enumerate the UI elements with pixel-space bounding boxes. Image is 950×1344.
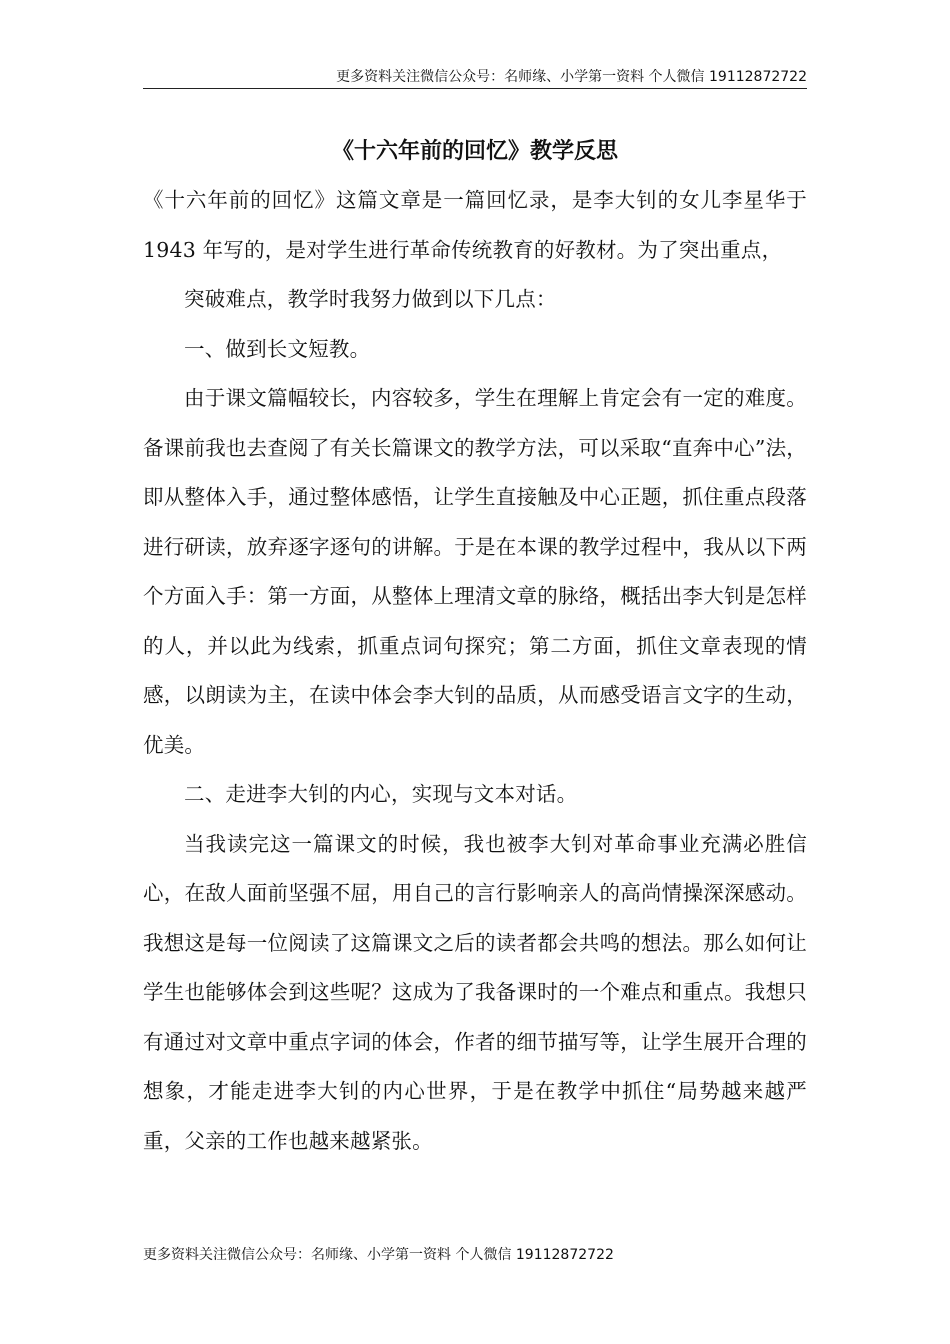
document-title: 《十六年前的回忆》教学反思 (331, 139, 618, 164)
page-header (143, 66, 807, 89)
paragraph-difficulty: 突破难点，教学时我努力做到以下几点： (184, 287, 557, 311)
section-heading-one: 一、做到长文短教。 (184, 336, 371, 361)
page-footer (143, 1244, 614, 1266)
paragraph-section-one: 由于课文篇幅较长，内容较多，学生在理解上肯定会有一定的难度。备课前我也去查阅了有关长篇课文的教学方法，可以采取“直奔中心”法，即从整体入手，通过整体感悟，让学生直接触及中心正题，抓住重点段落进行研读，放弃逐字逐句的讲解。于是在本课的教学过程中，我从以下两个方面入手：第一方面，从整体上理清文章的脉络，概括出李大钊是怎样的人，并以此为线索，抓重点词句探究；第二方面，抓住文章表现的情感，以朗读为主，在读中体会李大钊的品质，从而感受语言文字的生动，优美。 (143, 386, 807, 757)
section-heading-two: 二、走进李大钊的内心，实现与文本对话。 (184, 782, 578, 806)
header-text: 更多资料关注微信公众号：名师缘、小学第一资料 个人微信 19112872722 (336, 69, 807, 85)
document-body (143, 176, 807, 1166)
footer-text: 更多资料关注微信公众号：名师缘、小学第一资料 个人微信 19112872722 (143, 1247, 614, 1263)
paragraph-section-two: 当我读完这一篇课文的时候，我也被李大钊对革命事业充满必胜信心，在敌人面前坚强不屈，用自己的言行影响亲人的高尚情操深深感动。我想这是每一位阅读了这篇课文之后的读者都会共鸣的想法。那么如何让学生也能够体会到这些呢？这成为了我备课时的一个难点和重点。我想只有通过对文章中重点字词的体会，作者的细节描写等，让学生展开合理的想象，才能走进李大钊的内心世界，于是在教学中抓住“局势越来越严重，父亲的工作也越来越紧张。 (143, 831, 807, 1153)
paragraph-intro: 《十六年前的回忆》这篇文章是一篇回忆录，是李大钊的女儿李星华于 1943 年写的，是对学生进行革命传统教育的好教材。为了突出重点， (143, 188, 807, 262)
